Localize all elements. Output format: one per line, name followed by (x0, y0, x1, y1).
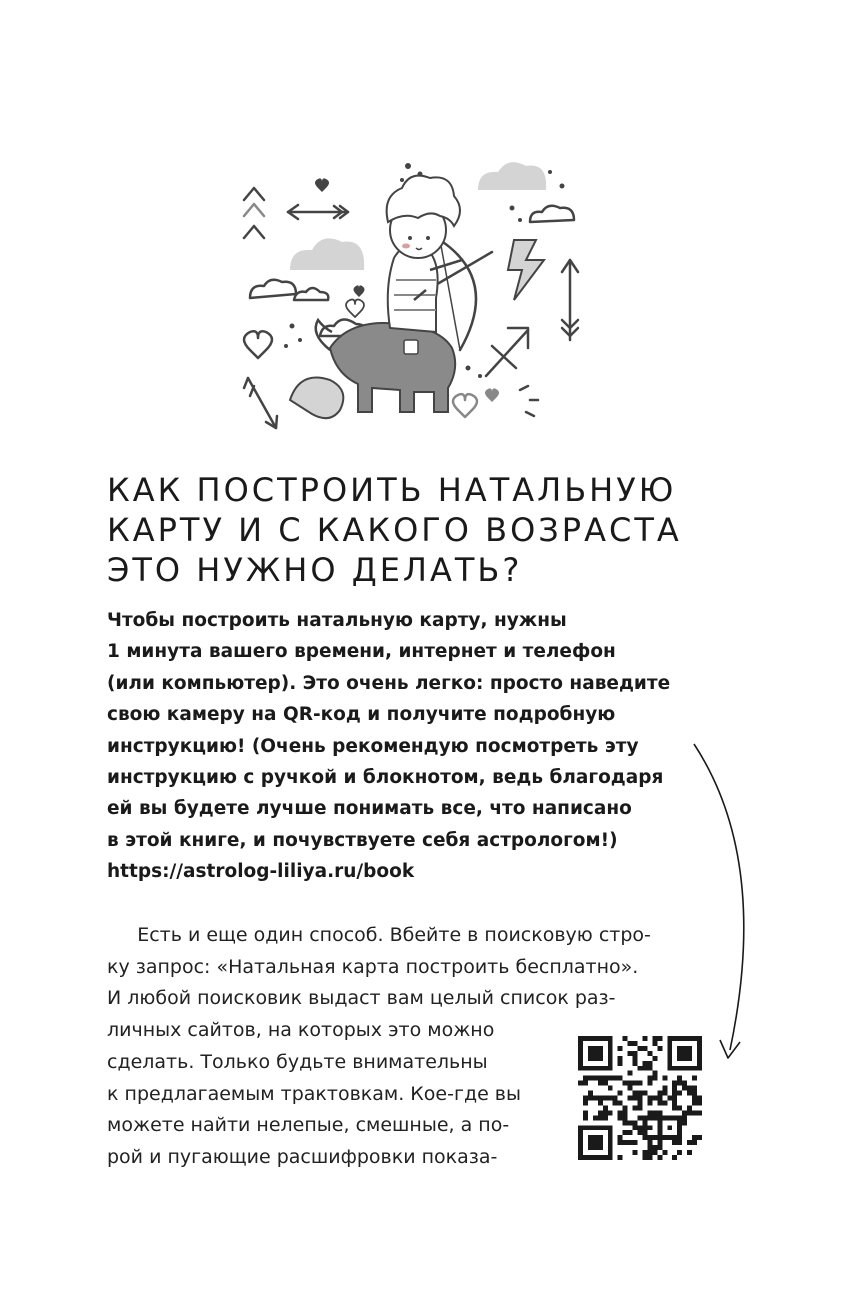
paragraph-line: сделать. Только будьте внимательны (107, 1050, 488, 1073)
paragraph-line: в этой книге, и почувствуете себя астрологом!) (107, 829, 618, 851)
paragraph-line: можете найти нелепые, смешные, а по- (107, 1114, 510, 1137)
paragraph-line: Чтобы построить натальную карту, нужны (107, 610, 567, 631)
title-line: КАК ПОСТРОИТЬ НАТАЛЬНУЮ (107, 471, 677, 509)
paragraph-line: (или компьютер). Это очень легко: просто наведите (107, 672, 671, 694)
qr-code[interactable] (578, 1036, 702, 1160)
paragraph-line: инструкцию с ручкой и блокнотом, ведь благодаря (107, 767, 664, 789)
paragraph-line: инструкцию! (Очень рекомендую посмотреть эту (107, 735, 639, 757)
paragraph-line: личных сайтов, на которых это можно (107, 1019, 495, 1042)
intro-bold-paragraph (107, 605, 747, 888)
book-url-link[interactable]: https://astrolog-liliya.ru/book (107, 861, 415, 883)
paragraph-line: ку запрос: «Натальная карта построить бесплатно». (107, 955, 639, 978)
paragraph-line: Есть и еще один способ. Вбейте в поисковую стро- (107, 924, 651, 946)
sagittarius-centaur-illustration (230, 150, 590, 440)
paragraph-line: И любой поисковик выдаст вам целый список раз- (107, 987, 616, 1010)
title-line: КАРТУ И С КАКОГО ВОЗРАСТА (107, 511, 682, 549)
paragraph-line: ей вы будете лучше понимать все, что написано (107, 798, 632, 820)
paragraph-line: 1 минута вашего времени, интернет и телефон (107, 641, 616, 663)
paragraph-line: свою камеру на QR-код и получите подробную (107, 704, 616, 726)
paragraph-line: к предлагаемым трактовкам. Кое-где вы (107, 1082, 522, 1105)
title-line: ЭТО НУЖНО ДЕЛАТЬ? (107, 551, 523, 589)
paragraph-line: рой и пугающие расшифровки показа- (107, 1145, 498, 1168)
page-title (107, 470, 707, 590)
